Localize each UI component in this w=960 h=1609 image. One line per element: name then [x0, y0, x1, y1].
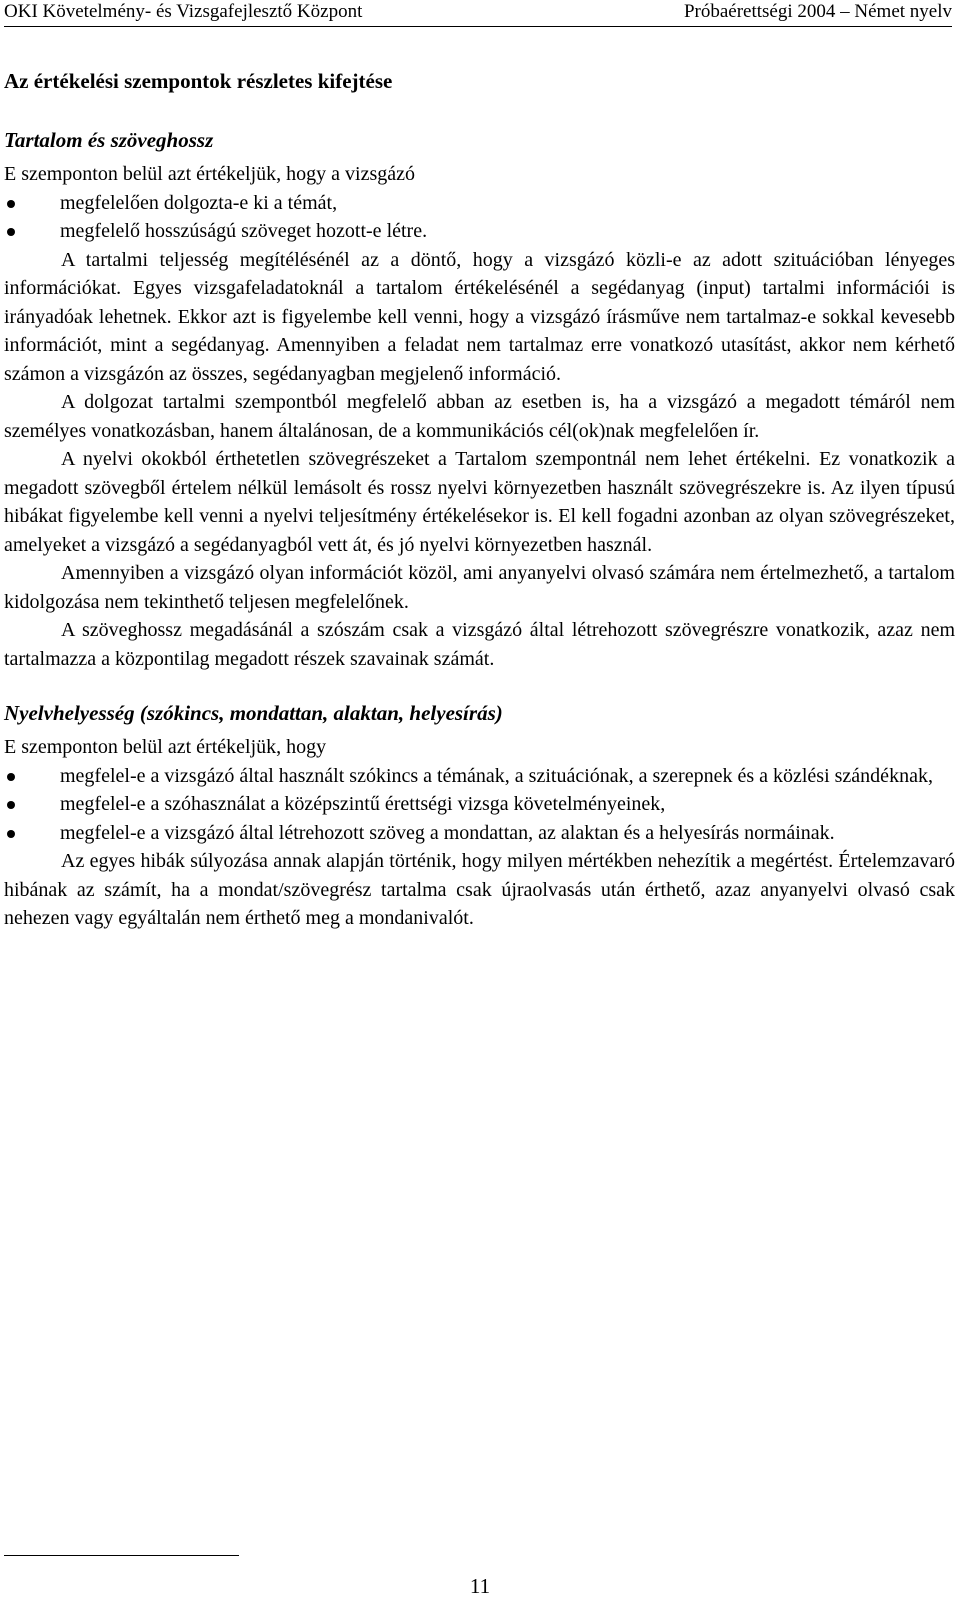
section2-bullet-list [4, 762, 955, 848]
footer-divider [4, 1555, 239, 1556]
header-right-text: Próbaérettségi 2004 – Német nyelv [683, 1, 952, 22]
list-item: megfelel-e a szóhasználat a középszintű érettségi vizsga követelményeinek, [4, 790, 955, 819]
list-item: megfelelő hosszúságú szöveget hozott-e létre. [4, 217, 955, 246]
paragraph: Az egyes hibák súlyozása annak alapján történik, hogy milyen mértékben nehezítik a megértést. Értelemzavaró hibának az számít, ha a mondat/szövegrész tartalma csak újraolvasás után érthető, azaz anyanyelvi olvasó csak nehezen vagy egyáltalán nem érthető meg a mondanivalót. [4, 850, 955, 929]
list-item: megfelel-e a vizsgázó által használt szókincs a témának, a szituációnak, a szerepnek és a közlési szándéknak, [4, 762, 955, 791]
section2-intro: E szemponton belül azt értékeljük, hogy [4, 736, 327, 758]
section-heading-language: Nyelvhelyesség (szókincs, mondattan, alaktan, helyesírás) [4, 701, 503, 725]
page-title: Az értékelési szempontok részletes kifejtése [4, 69, 393, 93]
section-heading-content: Tartalom és szöveghossz [4, 128, 214, 152]
header-left-text: OKI Követelmény- és Vizsgafejlesztő Központ [4, 1, 363, 22]
paragraph: A dolgozat tartalmi szempontból megfelelő abban az esetben is, ha a vizsgázó a megadott témáról nem személyes vonatkozásban, hanem általánosan, de a kommunikációs cél(ok)nak megfelelően ír. [4, 391, 955, 442]
paragraph: A nyelvi okokból érthetetlen szövegrészeket a Tartalom szempontnál nem lehet értékelni. Ez vonatkozik a megadott szövegből értelem nélkül lemásolt és rossz nyelvi környezetben használt szövegrészekre is. Az ilyen típusú hibákat figyelembe kell venni a nyelvi teljesítmény értékelésekor is. El kell fogadni azonban az olyan szövegrészeket, amelyeket a vizsgázó a segédanyagból vett át, és jó nyelvi környezetben használ. [4, 448, 955, 556]
document-body [4, 68, 955, 933]
page-header [4, 0, 952, 27]
list-item: megfelelően dolgozta-e ki a témát, [4, 189, 955, 218]
section1-bullet-list [4, 189, 955, 246]
section1-intro: E szemponton belül azt értékeljük, hogy a vizsgázó [4, 163, 415, 185]
paragraph: A szöveghossz megadásánál a szószám csak a vizsgázó által létrehozott szövegrészre vonatkozik, azaz nem tartalmazza a központilag megadott részek szavainak számát. [4, 619, 955, 670]
section2-paragraphs [4, 847, 955, 933]
section1-paragraphs [4, 246, 955, 674]
paragraph: Amennyiben a vizsgázó olyan információt közöl, ami anyanyelvi olvasó számára nem értelmezhető, a tartalom kidolgozása nem tekinthető teljesen megfelelőnek. [4, 562, 955, 613]
page-number: 11 [469, 1574, 491, 1598]
list-item: megfelel-e a vizsgázó által létrehozott szöveg a mondattan, az alaktan és a helyesírás normáinak. [4, 819, 955, 848]
paragraph: A tartalmi teljesség megítélésénél az a döntő, hogy a vizsgázó közli-e az adott szituációban lényeges információkat. Egyes vizsgafeladatoknál a tartalom értékelésénél a segédanyag (input) tartalmi információi is irányadóak lehetnek. Ekkor azt is figyelembe kell venni, hogy a vizsgázó írásműve nem tartalmaz-e sokkal kevesebb információt, mint a segédanyag. Amennyiben a feladat nem tartalmaz erre vonatkozó utasítást, akkor nem kérhető számon a vizsgázón az összes, segédanyagban megjelenő információ. [4, 248, 955, 385]
